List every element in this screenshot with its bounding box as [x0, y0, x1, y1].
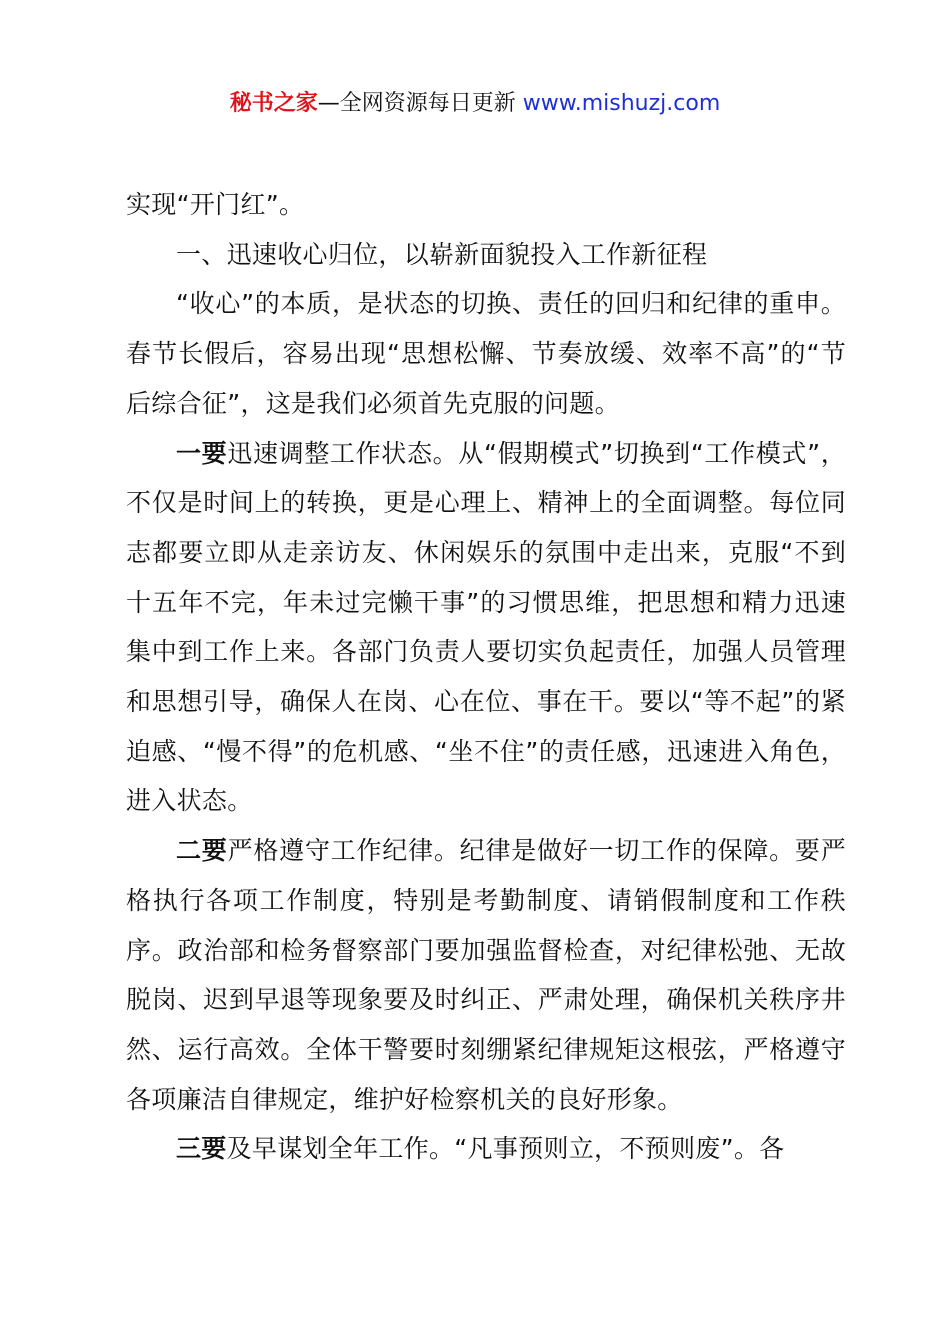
- paragraph: [126, 279, 846, 428]
- paragraph-text: “收心”的本质，是状态的切换、责任的回归和纪律的重申。春节长假后，容易出现“思想松懈、节奏放缓、效率不高”的“节后综合征”，这是我们必须首先克服的问题。: [126, 289, 846, 418]
- site-url-link[interactable]: www.mishuzj.com: [522, 91, 721, 116]
- paragraph-text: 实现“开门红”。: [126, 190, 305, 219]
- section-heading-text: 一、迅速收心归位，以崭新面貌投入工作新征程: [176, 239, 708, 269]
- paragraph-text: 及早谋划全年工作。“凡事预则立，不预则废”。各: [226, 1134, 785, 1164]
- page-header: [0, 88, 950, 120]
- paragraph-continuation: [126, 180, 846, 230]
- paragraph-point-one: [126, 429, 846, 827]
- paragraph-lead: 二要: [176, 836, 228, 866]
- paragraph-point-two: [126, 826, 846, 1124]
- paragraph-lead: 一要: [176, 438, 228, 468]
- header-slogan: —全网资源每日更新: [317, 91, 523, 116]
- paragraph-text: 严格遵守工作纪律。纪律是做好一切工作的保障。要严格执行各项工作制度，特别是考勤制度、请销假制度和工作秩序。政治部和检务督察部门要加强监督检查，对纪律松弛、无故脱岗、迟到早退等现象要及时纠正、严肃处理，确保机关秩序井然、运行高效。全体干警要时刻绷紧纪律规矩这根弦，严格遵守各项廉洁自律规定，维护好检察机关的良好形象。: [126, 836, 846, 1114]
- document-body: [126, 180, 846, 1174]
- section-heading: [126, 230, 846, 280]
- paragraph-point-three: [126, 1124, 846, 1174]
- paragraph-lead: 三要: [176, 1134, 227, 1164]
- paragraph-text: 迅速调整工作状态。从“假期模式”切换到“工作模式”，不仅是时间上的转换，更是心理上、精神上的全面调整。每位同志都要立即从走亲访友、休闲娱乐的氛围中走出来，克服“不到十五年不完，年未过完懒干事”的习惯思维，把思想和精力迅速集中到工作上来。各部门负责人要切实负起责任，加强人员管理和思想引导，确保人在岗、心在位、事在干。要以“等不起”的紧迫感、“慢不得”的危机感、“坐不住”的责任感，迅速进入角色，进入状态。: [126, 438, 846, 816]
- brand-name: 秘书之家: [229, 91, 318, 116]
